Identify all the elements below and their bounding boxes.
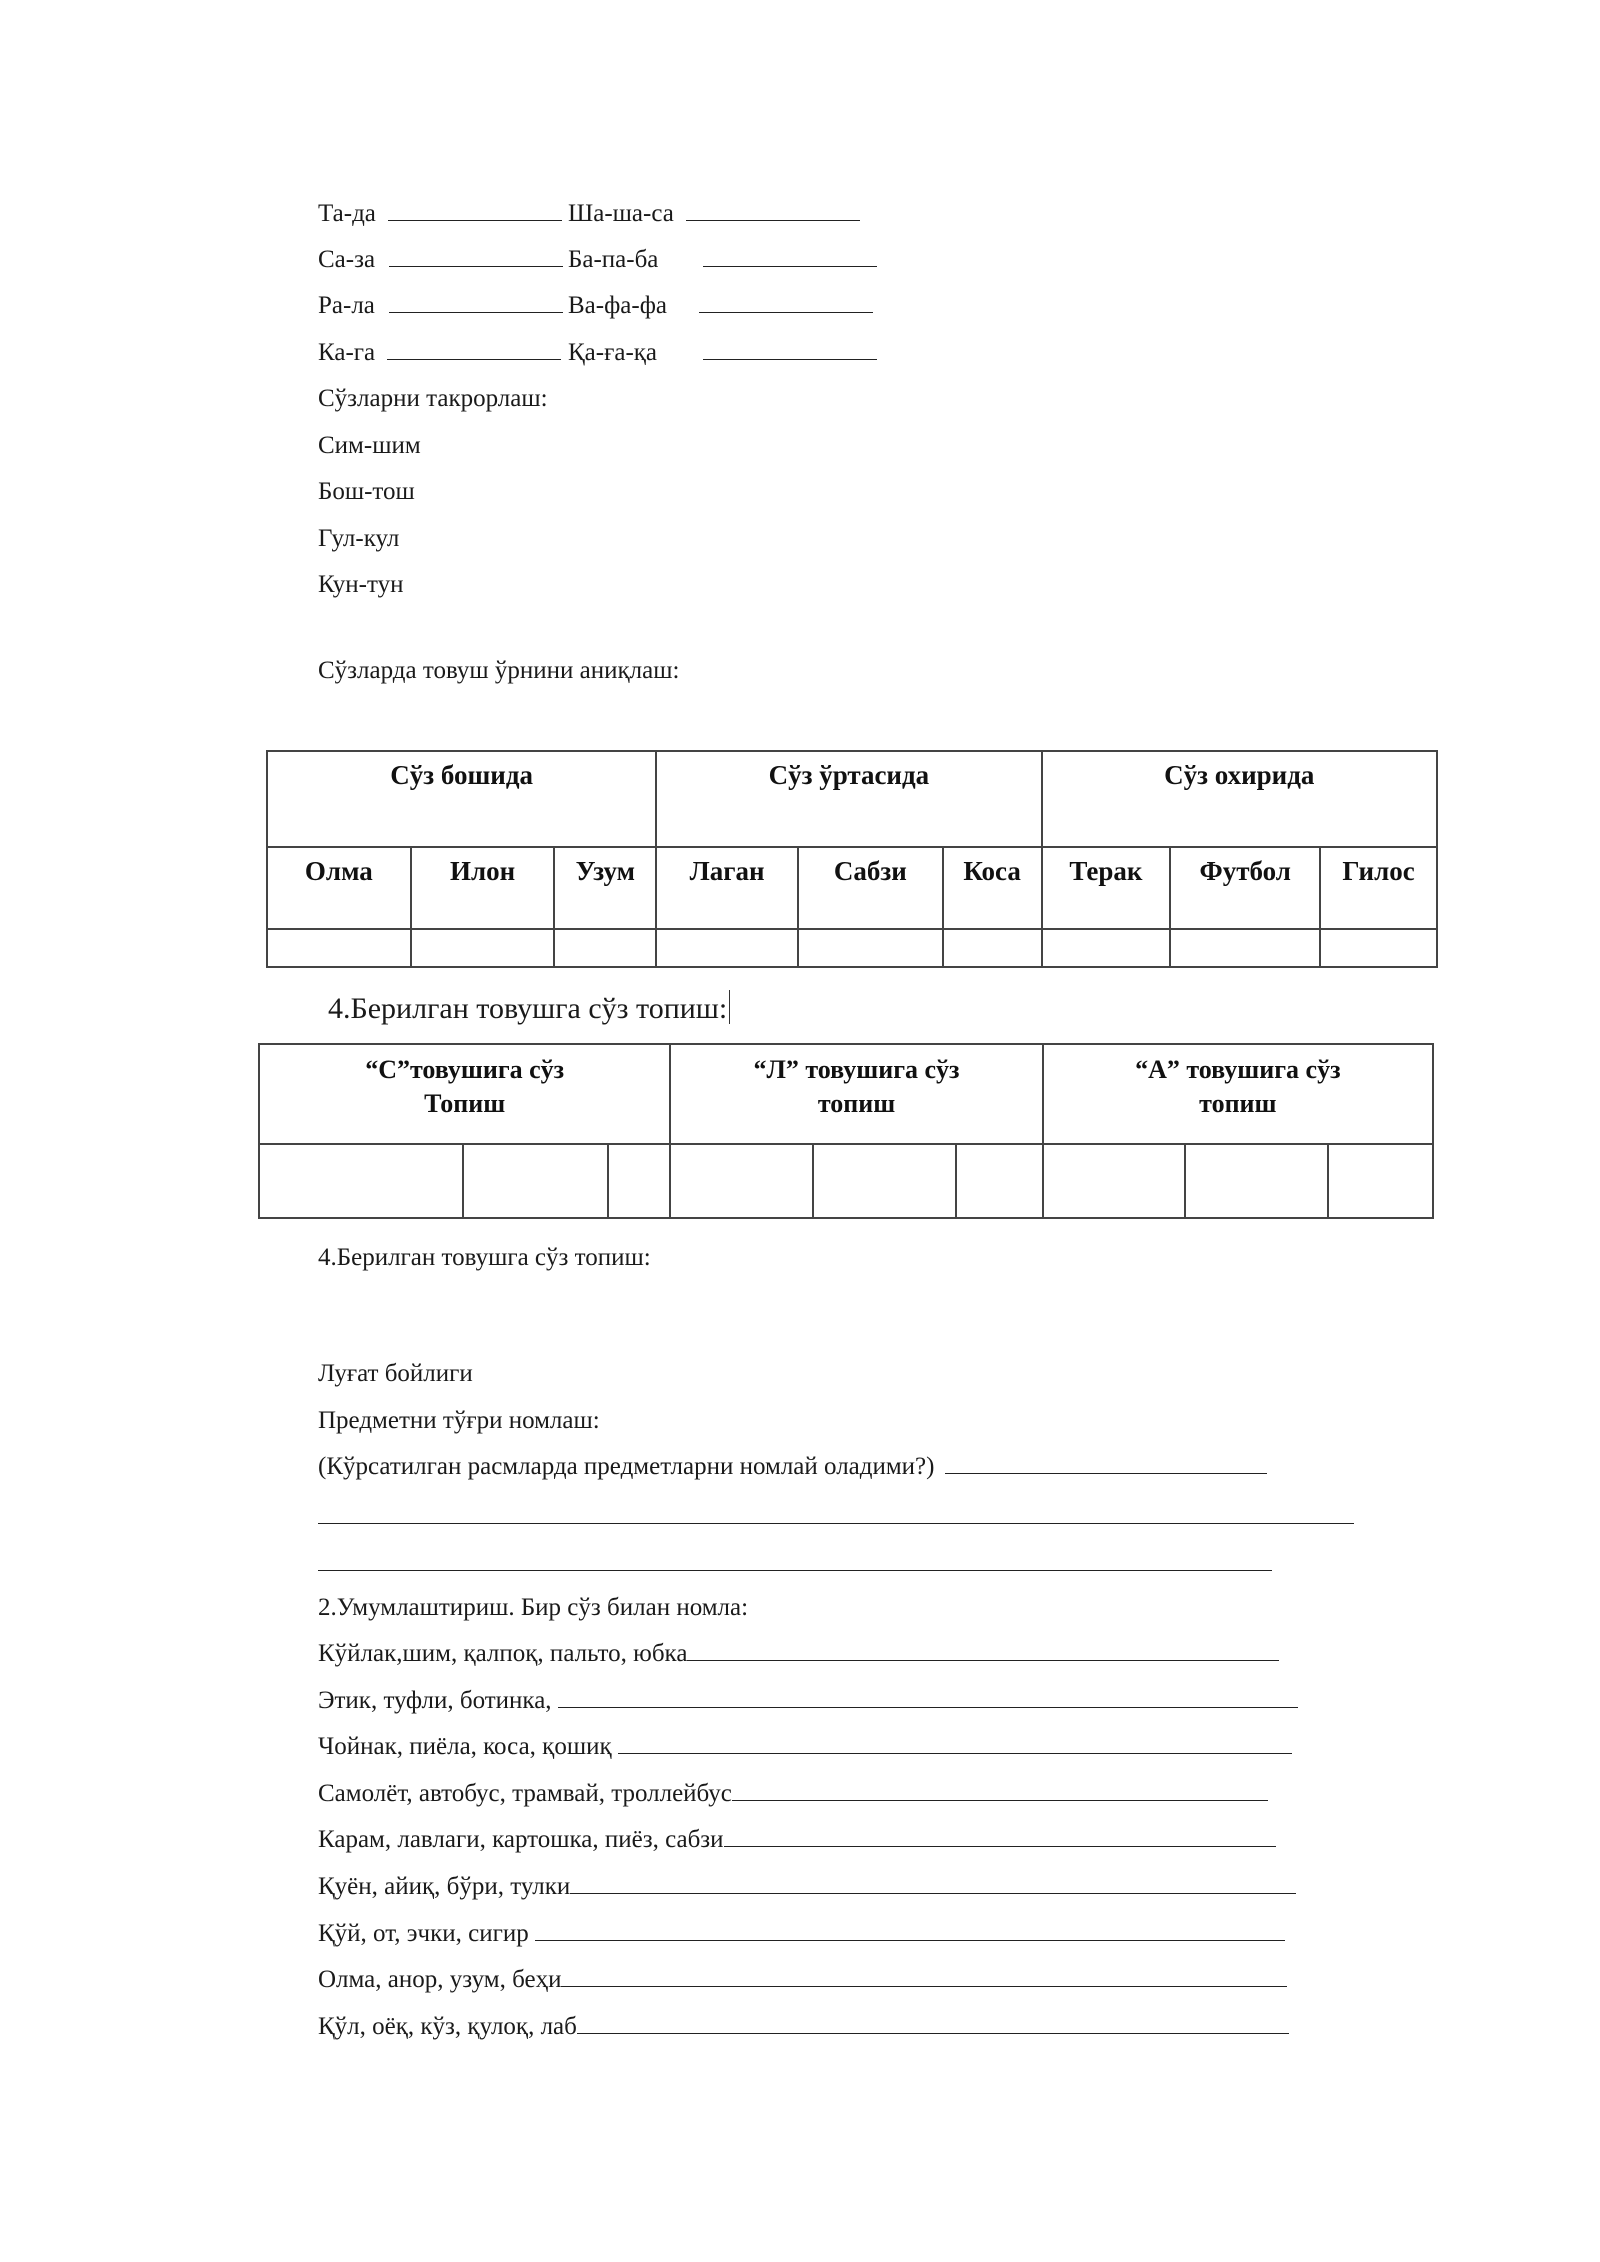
generalize-item	[318, 1964, 1287, 1996]
answer-blank[interactable]	[687, 1638, 1279, 1661]
answer-blank[interactable]	[732, 1778, 1268, 1801]
header-word-start: Сўз бошида	[267, 751, 656, 847]
syllable-left: Ка-га	[318, 339, 376, 366]
table-word: Коса	[943, 847, 1042, 929]
generalize-item	[318, 1638, 1279, 1670]
header-a-sound	[1043, 1044, 1433, 1144]
answer-blank[interactable]	[703, 244, 877, 267]
syllable-left: Та-да	[318, 200, 376, 227]
header-line: “А” товушига сўз	[1135, 1055, 1341, 1084]
syllable-row	[568, 290, 873, 322]
answer-cell[interactable]	[411, 929, 555, 967]
answer-line[interactable]	[318, 1523, 1354, 1524]
answer-blank[interactable]	[686, 198, 860, 221]
find-word-title: 4.Берилган товушга сўз топиш:	[318, 1244, 651, 1271]
header-line: топиш	[817, 1089, 896, 1118]
vocab-title: Луғат бойлиги	[318, 1360, 473, 1387]
answer-cell[interactable]	[798, 929, 943, 967]
syllable-row	[318, 198, 562, 230]
generalize-item-text: Қўл, оёқ, кўз, қулоқ, лаб	[318, 2013, 577, 2040]
answer-cell[interactable]	[608, 1144, 670, 1218]
answer-blank[interactable]	[387, 337, 561, 360]
syllable-right: Ба-па-ба	[568, 246, 659, 273]
answer-blank[interactable]	[388, 198, 562, 221]
header-line: Топиш	[424, 1089, 506, 1118]
answer-cell[interactable]	[1170, 929, 1320, 967]
sound-position-table	[266, 750, 1438, 968]
repeat-word: Гул-кул	[318, 525, 400, 552]
syllable-row	[318, 244, 563, 276]
answer-line[interactable]	[318, 1570, 1272, 1571]
answer-blank[interactable]	[535, 1918, 1285, 1941]
syllable-left: Са-за	[318, 246, 376, 273]
answer-blank[interactable]	[618, 1731, 1292, 1754]
generalize-item	[318, 1918, 1285, 1950]
generalize-title: 2.Умумлаштириш. Бир сўз билан номла:	[318, 1594, 749, 1621]
answer-cell[interactable]	[1320, 929, 1437, 967]
repeat-title: Сўзларни такрорлаш:	[318, 385, 548, 412]
table-word: Олма	[267, 847, 411, 929]
naming-title: Предметни тўғри номлаш:	[318, 1407, 600, 1434]
table-word: Гилос	[1320, 847, 1437, 929]
generalize-item	[318, 1778, 1268, 1810]
syllable-row	[318, 337, 561, 369]
answer-cell[interactable]	[943, 929, 1042, 967]
repeat-word: Бош-тош	[318, 478, 415, 505]
naming-question-text: (Кўрсатилган расмларда предметларни номлай оладими?)	[318, 1453, 935, 1480]
table-word: Терак	[1042, 847, 1171, 929]
generalize-item	[318, 2011, 1289, 2043]
generalize-item-text: Қуён, айиқ, бўри, тулки	[318, 1873, 571, 1900]
position-title: Сўзларда товуш ўрнини аниқлаш:	[318, 657, 680, 684]
answer-cell[interactable]	[463, 1144, 609, 1218]
find-word-heading-text: 4.Берилган товушга сўз топиш:	[328, 992, 728, 1025]
header-line: “Л” товушига сўз	[753, 1055, 960, 1084]
repeat-word: Сим-шим	[318, 432, 421, 459]
header-line: “С”товушига сўз	[365, 1055, 565, 1084]
naming-question	[318, 1451, 1267, 1483]
answer-cell[interactable]	[956, 1144, 1043, 1218]
answer-cell[interactable]	[259, 1144, 463, 1218]
syllable-row	[318, 290, 563, 322]
table-word: Илон	[411, 847, 555, 929]
answer-cell[interactable]	[554, 929, 656, 967]
answer-blank[interactable]	[561, 1964, 1287, 1987]
generalize-item	[318, 1685, 1298, 1717]
answer-cell[interactable]	[813, 1144, 956, 1218]
answer-blank[interactable]	[389, 244, 563, 267]
table-word: Лаган	[656, 847, 798, 929]
syllable-row	[568, 337, 877, 369]
find-word-table	[258, 1043, 1434, 1219]
generalize-item-text: Этик, туфли, ботинка,	[318, 1687, 552, 1714]
syllable-row	[568, 244, 877, 276]
table-word: Узум	[554, 847, 656, 929]
header-l-sound	[670, 1044, 1042, 1144]
answer-cell[interactable]	[1042, 929, 1171, 967]
header-s-sound	[259, 1044, 670, 1144]
generalize-item	[318, 1731, 1292, 1763]
repeat-word: Кун-тун	[318, 571, 404, 598]
answer-blank[interactable]	[703, 337, 877, 360]
header-word-middle: Сўз ўртасида	[656, 751, 1041, 847]
text-cursor	[729, 990, 730, 1024]
header-word-end: Сўз охирида	[1042, 751, 1437, 847]
generalize-item-text: Олма, анор, узум, беҳи	[318, 1966, 562, 1993]
answer-cell[interactable]	[1328, 1144, 1433, 1218]
header-line: топиш	[1199, 1089, 1277, 1118]
generalize-item	[318, 1871, 1296, 1903]
generalize-item-text: Самолёт, автобус, трамвай, троллейбус	[318, 1780, 732, 1807]
generalize-item	[318, 1824, 1276, 1856]
syllable-row	[568, 198, 860, 230]
answer-blank[interactable]	[577, 2011, 1289, 2034]
generalize-item-text: Карам, лавлаги, картошка, пиёз, сабзи	[318, 1826, 724, 1853]
answer-blank[interactable]	[699, 290, 873, 313]
answer-cell[interactable]	[267, 929, 411, 967]
answer-blank[interactable]	[389, 290, 563, 313]
generalize-item-text: Қўй, от, эчки, сигир	[318, 1920, 529, 1947]
find-word-heading	[328, 990, 730, 1027]
generalize-item-text: Чойнак, пиёла, коса, қошиқ	[318, 1733, 612, 1760]
table-word: Сабзи	[798, 847, 943, 929]
syllable-right: Ва-фа-фа	[568, 292, 668, 319]
generalize-item-text: Кўйлак,шим, қалпоқ, пальто, юбка	[318, 1640, 688, 1667]
answer-cell[interactable]	[1185, 1144, 1328, 1218]
answer-blank[interactable]	[570, 1871, 1296, 1894]
syllable-left: Ра-ла	[318, 292, 375, 319]
answer-blank[interactable]	[724, 1824, 1276, 1847]
answer-cell[interactable]	[1043, 1144, 1186, 1218]
syllable-right: Қа-ға-қа	[568, 339, 658, 366]
syllable-right: Ша-ша-са	[568, 200, 674, 227]
answer-cell[interactable]	[656, 929, 798, 967]
answer-blank[interactable]	[558, 1685, 1298, 1708]
table-word: Футбол	[1170, 847, 1320, 929]
answer-blank[interactable]	[945, 1451, 1267, 1474]
answer-cell[interactable]	[670, 1144, 813, 1218]
